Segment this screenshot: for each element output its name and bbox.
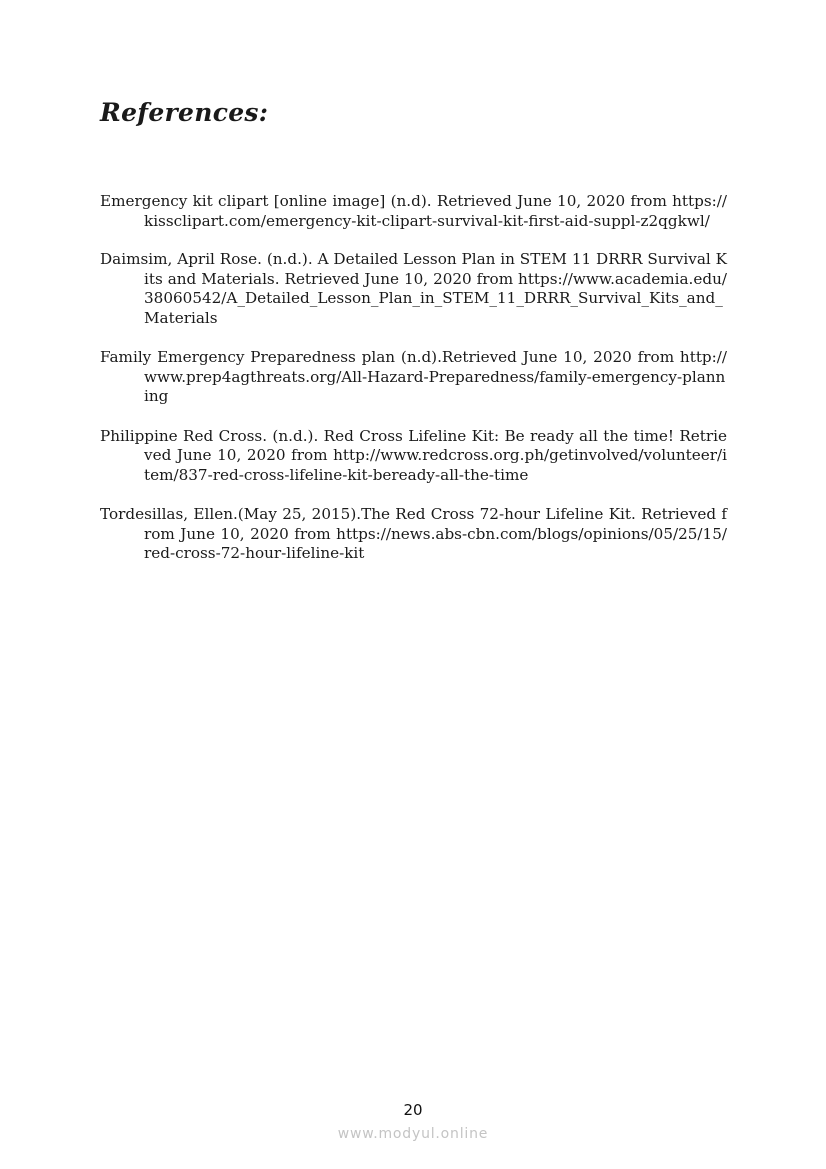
reference-list: [100, 192, 727, 584]
reference-entry: Philippine Red Cross. (n.d.). Red Cross Lifeline Kit: Be ready all the time! Retrieved June 10, 2020 from http://www.redcross.org.ph/getinvolved/volunteer/item/837-red-cross-lifeline-kit-beready-all-the-time: [100, 426, 727, 484]
watermark: www.modyul.online: [337, 1126, 489, 1142]
reference-entry: Emergency kit clipart [online image] (n.d). Retrieved June 10, 2020 from https://kissclipart.com/emergency-kit-clipart-survival-kit-first-aid-suppl-z2qgkwl/: [100, 192, 727, 230]
page-number: 20: [403, 1101, 423, 1119]
reference-entry: Tordesillas, Ellen.(May 25, 2015).The Red Cross 72-hour Lifeline Kit. Retrieved from June 10, 2020 from https://news.abs-cbn.com/blogs/opinions/05/25/15/red-cross-72-hour-lifeline-kit: [100, 505, 727, 562]
reference-entry: Family Emergency Preparedness plan (n.d).Retrieved June 10, 2020 from http://www.prep4agthreats.org/All-Hazard-Preparedness/family-emergency-planning: [100, 348, 727, 405]
page-title: References:: [100, 98, 269, 127]
reference-entry: Daimsim, April Rose. (n.d.). A Detailed Lesson Plan in STEM 11 DRRR Survival Kits and Materials. Retrieved June 10, 2020 from https://www.academia.edu/38060542/A_Detailed_Lesson_Plan_in_STEM_11_DRRR_Survival_Kits_and_Materials: [100, 250, 727, 327]
